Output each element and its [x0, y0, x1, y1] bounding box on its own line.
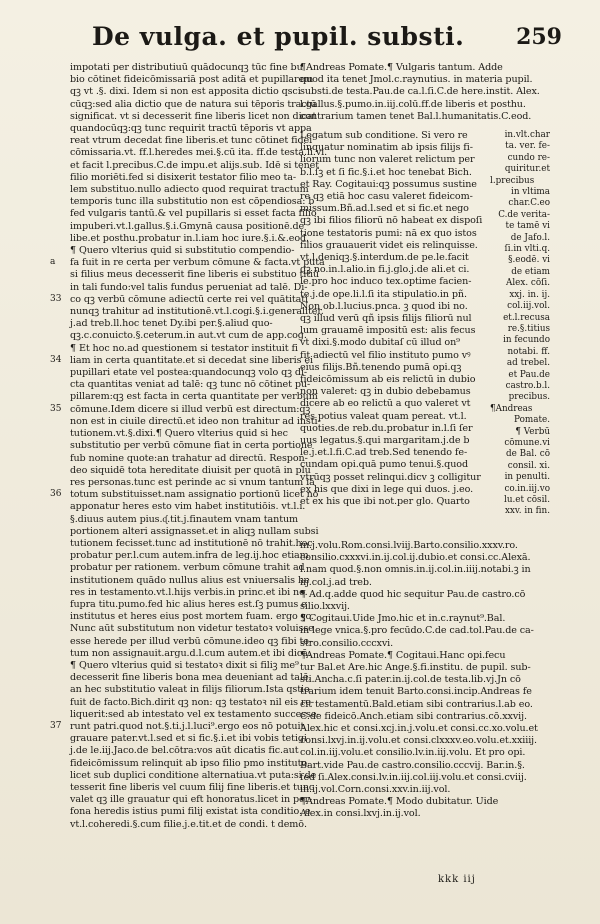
commentary-line: in lege vnica.§.pro fecūdo.C.de cad.tol.Pau.de ca-: [300, 625, 534, 637]
text-line: et ex his que ibi not.per glo. Quarto: [300, 496, 470, 508]
margin-marker: a: [50, 257, 56, 268]
margin-note-line: consil. xi.: [507, 460, 550, 471]
text-line: linquatur nominatim ab ipsis filijs fi-: [300, 142, 473, 154]
margin-note-line: lu.et cōsil.: [504, 495, 550, 505]
commentary-line: contrarium tamen tenet Bal.l.humanitatis.C.eod.: [300, 110, 532, 122]
commentary-line: in.ij.vol.Corn.consi.xxv.in.iij.vol.: [300, 784, 451, 796]
text-line: valet qꝫ ille grauatur qui eft honoratus.licet in per-: [70, 794, 313, 806]
commentary-line: stro.consilio.cccxvi.: [300, 637, 394, 649]
text-line: le.pro hoc induco tex.optime facien-: [300, 276, 472, 288]
commentary-line: cit testamentū.Bald.etiam sibi contrarius.l.ab eo.: [300, 698, 533, 710]
text-line: fed vulgaris tantū.& vel pupillaris si esset facta filio: [70, 208, 317, 220]
text-line: esse herede per illud verbū cōmune.ideo qꝫ fibi to-: [70, 635, 313, 647]
margin-note-line: Pomate.: [514, 415, 550, 426]
text-line: b.l.ſꝫ et ſi fic.§.i.et hoc tenebat Bich.: [300, 166, 472, 178]
text-line: tum non assignauit.argu.d.l.cum autem.et ibi dicā.: [70, 647, 311, 659]
text-line: runt patri.quod not.§.ti.j.l.luci⁹.ergo eos nō potuit: [70, 720, 305, 732]
text-line: fit adiectū vel filio instituto pumo vꝰ: [300, 349, 471, 361]
commentary-line: ¶Andreas Pomate.¶ Modo dubitatur. Uide: [300, 796, 499, 808]
commentary-line: tur Bal.et Are.hic Ange.§.fi.institu. de pupil. sub-: [300, 662, 531, 674]
margin-note-line: et Pau.de: [508, 369, 550, 380]
text-line: qꝫ.c.conuicto.§.ceterum.in aut.vt cum de app.cog.: [70, 330, 307, 342]
text-line: ¶ Et hoc no.ad questionem si testator instituit fi: [70, 342, 298, 354]
text-line: impotati per distributiuū quādocunqꝫ tūc fine bu: [70, 62, 303, 73]
commentary-line: silio.lxxvij.: [300, 601, 350, 613]
text-line: filio moriēti.fed si disixerit testator filio meo ta-: [70, 171, 297, 183]
text-line: lem substituo.nullo adiecto quod requirat tractum: [70, 184, 309, 196]
commentary-line: substi.de testa.Pau.de ca.l.ſi.C.de here.instit. Alex.: [300, 86, 540, 98]
text-line: an hec substitutio valeat in filijs filiorum.Ista qstio: [70, 684, 310, 696]
commentary-line: C.de fideicō.Anch.etiam sibi contrarius.cō.xxvij.: [300, 710, 527, 722]
margin-note-line: notabi. ff.: [507, 346, 550, 357]
margin-note-line: xxv. in fin.: [504, 506, 550, 517]
commentary-line: ¶ Cogitaui.Uide Jmo.hic et in.c.raynut⁹.Bal.: [300, 613, 506, 625]
margin-note-line: ¶Andreas: [490, 403, 533, 414]
margin-note-line: in.vlt.char: [504, 130, 550, 140]
text-line: tesserit fine liberis vel cuum filij fine liberis.et tunc: [70, 781, 315, 793]
text-line: vt.l.deniqꝫ.§.interdum.de pe.le.facit: [300, 252, 469, 264]
margin-note-line: et.l.recusa: [503, 312, 550, 323]
margin-note-line: quiritur.et: [504, 164, 550, 175]
text-line: impuberi.vt.l.gallus.§.i.Gmynā causa positionē.de: [70, 220, 305, 232]
margin-note-line: C.de verita-: [498, 209, 550, 220]
margin-note-line: ¶ Verbū: [515, 426, 550, 437]
text-line: fideicōmissum relinquit ab ipso filio pmo instituto.: [70, 757, 310, 769]
text-line: tutionem fecisset.tunc ad institutionē nō trahit.hoc: [70, 537, 313, 549]
margin-note-line: cōmune.vi: [504, 437, 550, 448]
text-line: cta quantitas veniat ad talē: qꝫ tunc nō cōtinet pu-: [70, 379, 311, 391]
text-line: re qꝫ etiā hoc casu valeret fideicom-: [300, 191, 473, 203]
commentary-line: trarium idem tenuit Barto.consi.incip.Andreas fe: [300, 686, 532, 698]
commentary-line: fed ſi.Alex.consi.lv.in.iij.col.iij.volu.et consi.cviij.: [300, 771, 527, 783]
margin-note-line: char.C.eo: [508, 198, 550, 209]
text-line: qꝫ ibi filios filiorū nō habeat ex dispoſi: [300, 215, 483, 227]
text-line: le.j.et.l.fi.C.ad treb.Sed tenendo fe-: [300, 447, 468, 459]
margin-note-line: castro.b.l.: [505, 380, 550, 391]
margin-note-line: re.§.titius: [507, 323, 550, 334]
text-line: lum grauamē impositū est: alis fecus: [300, 325, 476, 337]
margin-marker: 35: [50, 403, 62, 414]
commentary-line: in.j.volu.Rom.consi.lviij.Barto.consilio.xxxv.ro.: [300, 540, 518, 551]
text-line: probatur per.l.cum autem.infra de leg.ij.hoc etiam: [70, 550, 309, 562]
text-line: non valeret: qꝫ in dubio debebamus: [300, 386, 471, 398]
margin-note-line: col.iij.vol.: [507, 301, 550, 312]
commentary-line: consilio.cxxxvi.in.ij.col.ij.dubio.et consi.cc.Alexā.: [300, 552, 531, 564]
text-line: fub nomine quote:an trahatur ad directū. Respon-: [70, 452, 308, 464]
text-line: res potius valeat quam pereat. vt.l.: [300, 410, 467, 422]
commentary-line: iij.col.j.ad treb.: [300, 576, 372, 588]
margin-note-line: in penulti.: [504, 472, 550, 483]
margin-note-line: cundo re-: [507, 152, 550, 163]
text-line: vt.l.coheredi.§.cum filie.j.e.tit.et de condi. t demō.: [70, 818, 307, 830]
text-line: si filius meus decesserit fine liberis ei substituo titiū: [70, 269, 320, 281]
text-line: qꝫ illud verū qñ ipsis filijs filiorū nul: [300, 313, 472, 325]
text-line: Non ob.l.lucius.pnca. ꝫ quod ibi no.: [300, 300, 468, 312]
text-line: qꝫ no.in.l.alio.in fi.j.glo.j.de ali.et ci.: [300, 264, 470, 276]
text-line: portionem alteri assignasset.et in aliqꝫ nullam subsi: [70, 525, 319, 537]
commentary-line: sti.Ancha.c.ſi pater.in.ij.col.de testa.lib.vj.Jn cō: [300, 674, 521, 686]
margin-note-line: de etiam: [511, 266, 550, 277]
text-line: totum substituisset.nam assignatio portionū licet nō: [70, 489, 319, 501]
commentary-line: quod ita tenet Jmol.c.raynutius. in materia pupil.: [300, 74, 533, 86]
text-line: fona heredis istius pumi filij existat ista conditio. e: [70, 806, 311, 818]
text-line: dicere ab eo relictū a quo valeret vt: [300, 398, 471, 410]
text-line: cundam opi.quā pumo tenui.§.quod: [300, 459, 468, 471]
margin-note-line: ta. ver. fe-: [505, 141, 550, 152]
text-line: liorum tunc non valeret relictum per: [300, 154, 475, 166]
margin-note-line: ad trebel.: [506, 358, 550, 369]
folio-number: 259: [516, 24, 562, 50]
margin-note-line: ſi.in vlti.q.: [504, 244, 550, 255]
margin-note-line: §.eodē. vi: [508, 255, 550, 266]
text-line: tione testatoris pumi: nā ex quo istos: [300, 227, 477, 239]
text-line: ex his que dixi in lege qui duos. j.eo.: [300, 483, 474, 495]
text-line: quoties.de reb.du.probatur in.l.ſi ſer: [300, 422, 473, 434]
text-line: probatur per rationem. verbum cōmune trahit ad: [70, 562, 305, 574]
margin-note-line: de Bal. cō: [506, 449, 550, 460]
text-line: institutionem quādo nullus alius est vniuersalis he: [70, 574, 310, 586]
margin-note-line: precibus.: [508, 392, 550, 403]
text-line: libe.et posthu.probatur in.l.iam hoc iure.§.i.&.eod.: [70, 232, 310, 244]
text-line: institutus et heres eius post mortem fuam. ergo ꝫc.: [70, 611, 314, 623]
text-line: cōmune.Idem dicere si illud verbū est directum:qꝫ: [70, 403, 311, 415]
margin-marker: 37: [50, 720, 62, 731]
text-line: deo siquidē tota hereditate diuisit per quotā in plu: [70, 464, 311, 476]
margin-notes: [490, 130, 550, 518]
text-line: bio cōtinet fideicōmissariā post aditā et pupillarem: [70, 74, 314, 86]
commentary-line: Alex.hic et consi.xcj.in.j.volu.et consi.cc.xo.volu.et: [300, 723, 538, 735]
text-line: co qꝫ verbū cōmune adiectū certe rei vel quātitati: [70, 293, 309, 305]
text-line: Legatum sub conditione. Si vero re: [300, 130, 468, 141]
commentary-line: Bart.vide Pau.de castro.consilio.cccvij. Bar.in.§.: [300, 759, 525, 771]
text-line: liquerit:sed ab intestato vel ex testamento successe-: [70, 708, 320, 720]
text-line: decesserit fine liberis bona mea deueniant ad talē.: [70, 672, 312, 684]
text-line: filios grauauerit videt eis relinquisse.: [300, 239, 478, 251]
text-line: temporis tunc illa substitutio non est cōpendiosa: b: [70, 196, 315, 208]
text-line: apponatur heres esto vim habet institutiōis. vt.l.i.: [70, 501, 306, 513]
margin-note-line: l.precibus: [490, 175, 535, 186]
margin-note-line: co.in.iij.vo: [504, 483, 550, 494]
text-line: vt dixi.§.modo dubitaſ cū illud on⁹: [300, 337, 460, 349]
text-line: fuit de facto.Bich.dirit qꝫ non: qꝫ testatoꝛ nil eis re-: [70, 696, 315, 708]
right-commentary-bottom: [300, 540, 538, 821]
margin-note-line: xxj. in. ij.: [509, 289, 550, 300]
text-line: res in testamento.vt.l.hijs verbis.in princ.et ibi no.: [70, 586, 308, 598]
commentary-line: ¶Andreas Pomate.¶ Cogitaui.Hanc opi.fecu: [300, 649, 506, 661]
commentary-line: Alex.in consi.lxvj.in.ij.vol.: [300, 808, 421, 820]
margin-note-line: te tamē vi: [505, 221, 550, 232]
text-line: fa fuit in re certa per verbum cōmune & facta.vt puta: [70, 257, 325, 269]
text-line: licet sub duplici conditione alternatiua.vt puta:si de: [70, 769, 317, 781]
text-line: et Ray. Cogitaui:qꝫ possumus sustine: [300, 178, 477, 190]
margin-note-line: in vltima: [511, 187, 550, 198]
text-line: substitutio per verbū cōmune fiat in certa portione: [70, 440, 313, 452]
text-line: Nunc aūt substitutum non videtur testatoꝛ voluisse: [70, 623, 314, 635]
text-line: j.ad treb.ll.hoc tenet Dy.ibi per.§.aliud quo-: [70, 318, 273, 330]
text-line: tutionem.vt.§.dixi.¶ Quero vlterius quid si hec: [70, 428, 288, 440]
text-line: significat. vt si decesserit fine liberis licet non dicat: [70, 110, 317, 122]
text-line: res personas.tunc est perinde ac si vnum tantum iā: [70, 476, 315, 488]
text-line: cōmissaria.vt. ff.l.heredes mei.§.cū ita. ff.de testa.li.vi.: [70, 147, 328, 159]
margin-marker: 33: [50, 293, 62, 304]
margin-marker: 36: [50, 489, 62, 499]
text-line: cūqꝫ:sed alia dictio que de natura sui tēporis tractū: [70, 98, 317, 110]
commentary-line: ¶Andreas Pomate.¶ Vulgaris tantum. Adde: [300, 62, 503, 73]
text-line: j.de le.iij.Jaco.de bel.cōtra:vos aūt dicatis fic.aut: [70, 745, 299, 757]
text-line: non est in ciuile directū.et ideo non trahitur ad insti-: [70, 415, 321, 427]
text-line: reat vtrum decedat fine liberis.et tunc cōtinet fidei: [70, 135, 313, 147]
text-line: fideicōmissum ab eis relictū in dubio: [300, 374, 476, 386]
commentary-line: l.nam quod.§.non omnis.in.ij.col.in.iiij.notabi.ꝫ in: [300, 564, 531, 576]
commentary-line: col.in.iij.volu.et consilio.lv.in.iij.volu. Et pro opi.: [300, 747, 526, 759]
text-line: vtrūqꝫ posset relinqui.dicv ꝫ colligitur: [300, 471, 481, 483]
text-line: liam in certa quantitate.et si decedat sine liberis ei: [70, 354, 313, 366]
text-line: ¶ Quero vlterius quid si testatoꝛ dixit si filiꝫ me⁹: [70, 659, 299, 671]
signature-mark: kkk iij: [438, 874, 476, 885]
text-line: in tali fundo:vel talis fundus perueniat ad talē. Di-: [70, 281, 308, 293]
text-line: nunqꝫ trahitur ad institutionē.vt.l.cogi.§.i.generaliter.: [70, 306, 324, 318]
text-line: ¶ Quero vlterius quid si substitutio compendio-: [70, 245, 295, 257]
margin-marker: 34: [50, 354, 62, 365]
text-line: §.diuus autem pius.ᶑ.tit.j.finautem vnam tantum: [70, 513, 299, 525]
text-line: grauare pater.vt.l.sed et si fic.§.i.et ibi vobis tetigi: [70, 733, 307, 745]
text-line: missum.Bñ.ad.l.sed et si fic.et nego: [300, 203, 469, 215]
text-line: te.j.de ope.li.l.ſi ita stipulatio.in pñ.: [300, 288, 467, 300]
text-line: uus legatus.§.qui margaritam.j.de b: [300, 435, 470, 447]
right-text-column: [300, 130, 486, 508]
text-line: eius filijs.Bñ.tenendo pumā opi.qꝫ: [300, 361, 462, 373]
text-line: pupillari etate vel postea:quandocunqꝫ volo qꝫ di-: [70, 367, 308, 379]
margin-note-line: in fecundo: [503, 335, 550, 346]
text-line: qꝫ vt .§. dixi. Idem si non est apposita dictio qsci: [70, 86, 301, 98]
text-line: quandocūqꝫ:qꝫ tunc requirit tractū tēporis vt appa: [70, 123, 312, 135]
commentary-line: ¶ Ad.q.adde quod hic sequitur Pau.de castro.cō: [300, 588, 526, 600]
margin-note-line: Alex. cōſi.: [505, 278, 550, 289]
commentary-line: consi.lxvj.in.ij.volu.et consi.clxxxv.eo.volu.et.xxiiij.: [300, 735, 537, 747]
margin-note-line: de Jafo.l.: [510, 232, 550, 243]
running-title: De vulga. et pupil. substi.: [92, 22, 465, 51]
commentary-line: l.gallus.§.pumo.in.iij.colū.ff.de liberis et posthu.: [300, 98, 526, 110]
page-header: [92, 22, 562, 62]
text-line: fupra titu.pumo.fed hic alius heres est.ſꝫ pumus e: [70, 598, 307, 610]
text-line: et facit l.precibus.C.de impu.et alijs.sub. Idē si tenet: [70, 159, 319, 171]
text-line: pillarem:qꝫ est facta in certa quantitate per verbum: [70, 391, 318, 403]
right-commentary-top: [300, 62, 538, 123]
